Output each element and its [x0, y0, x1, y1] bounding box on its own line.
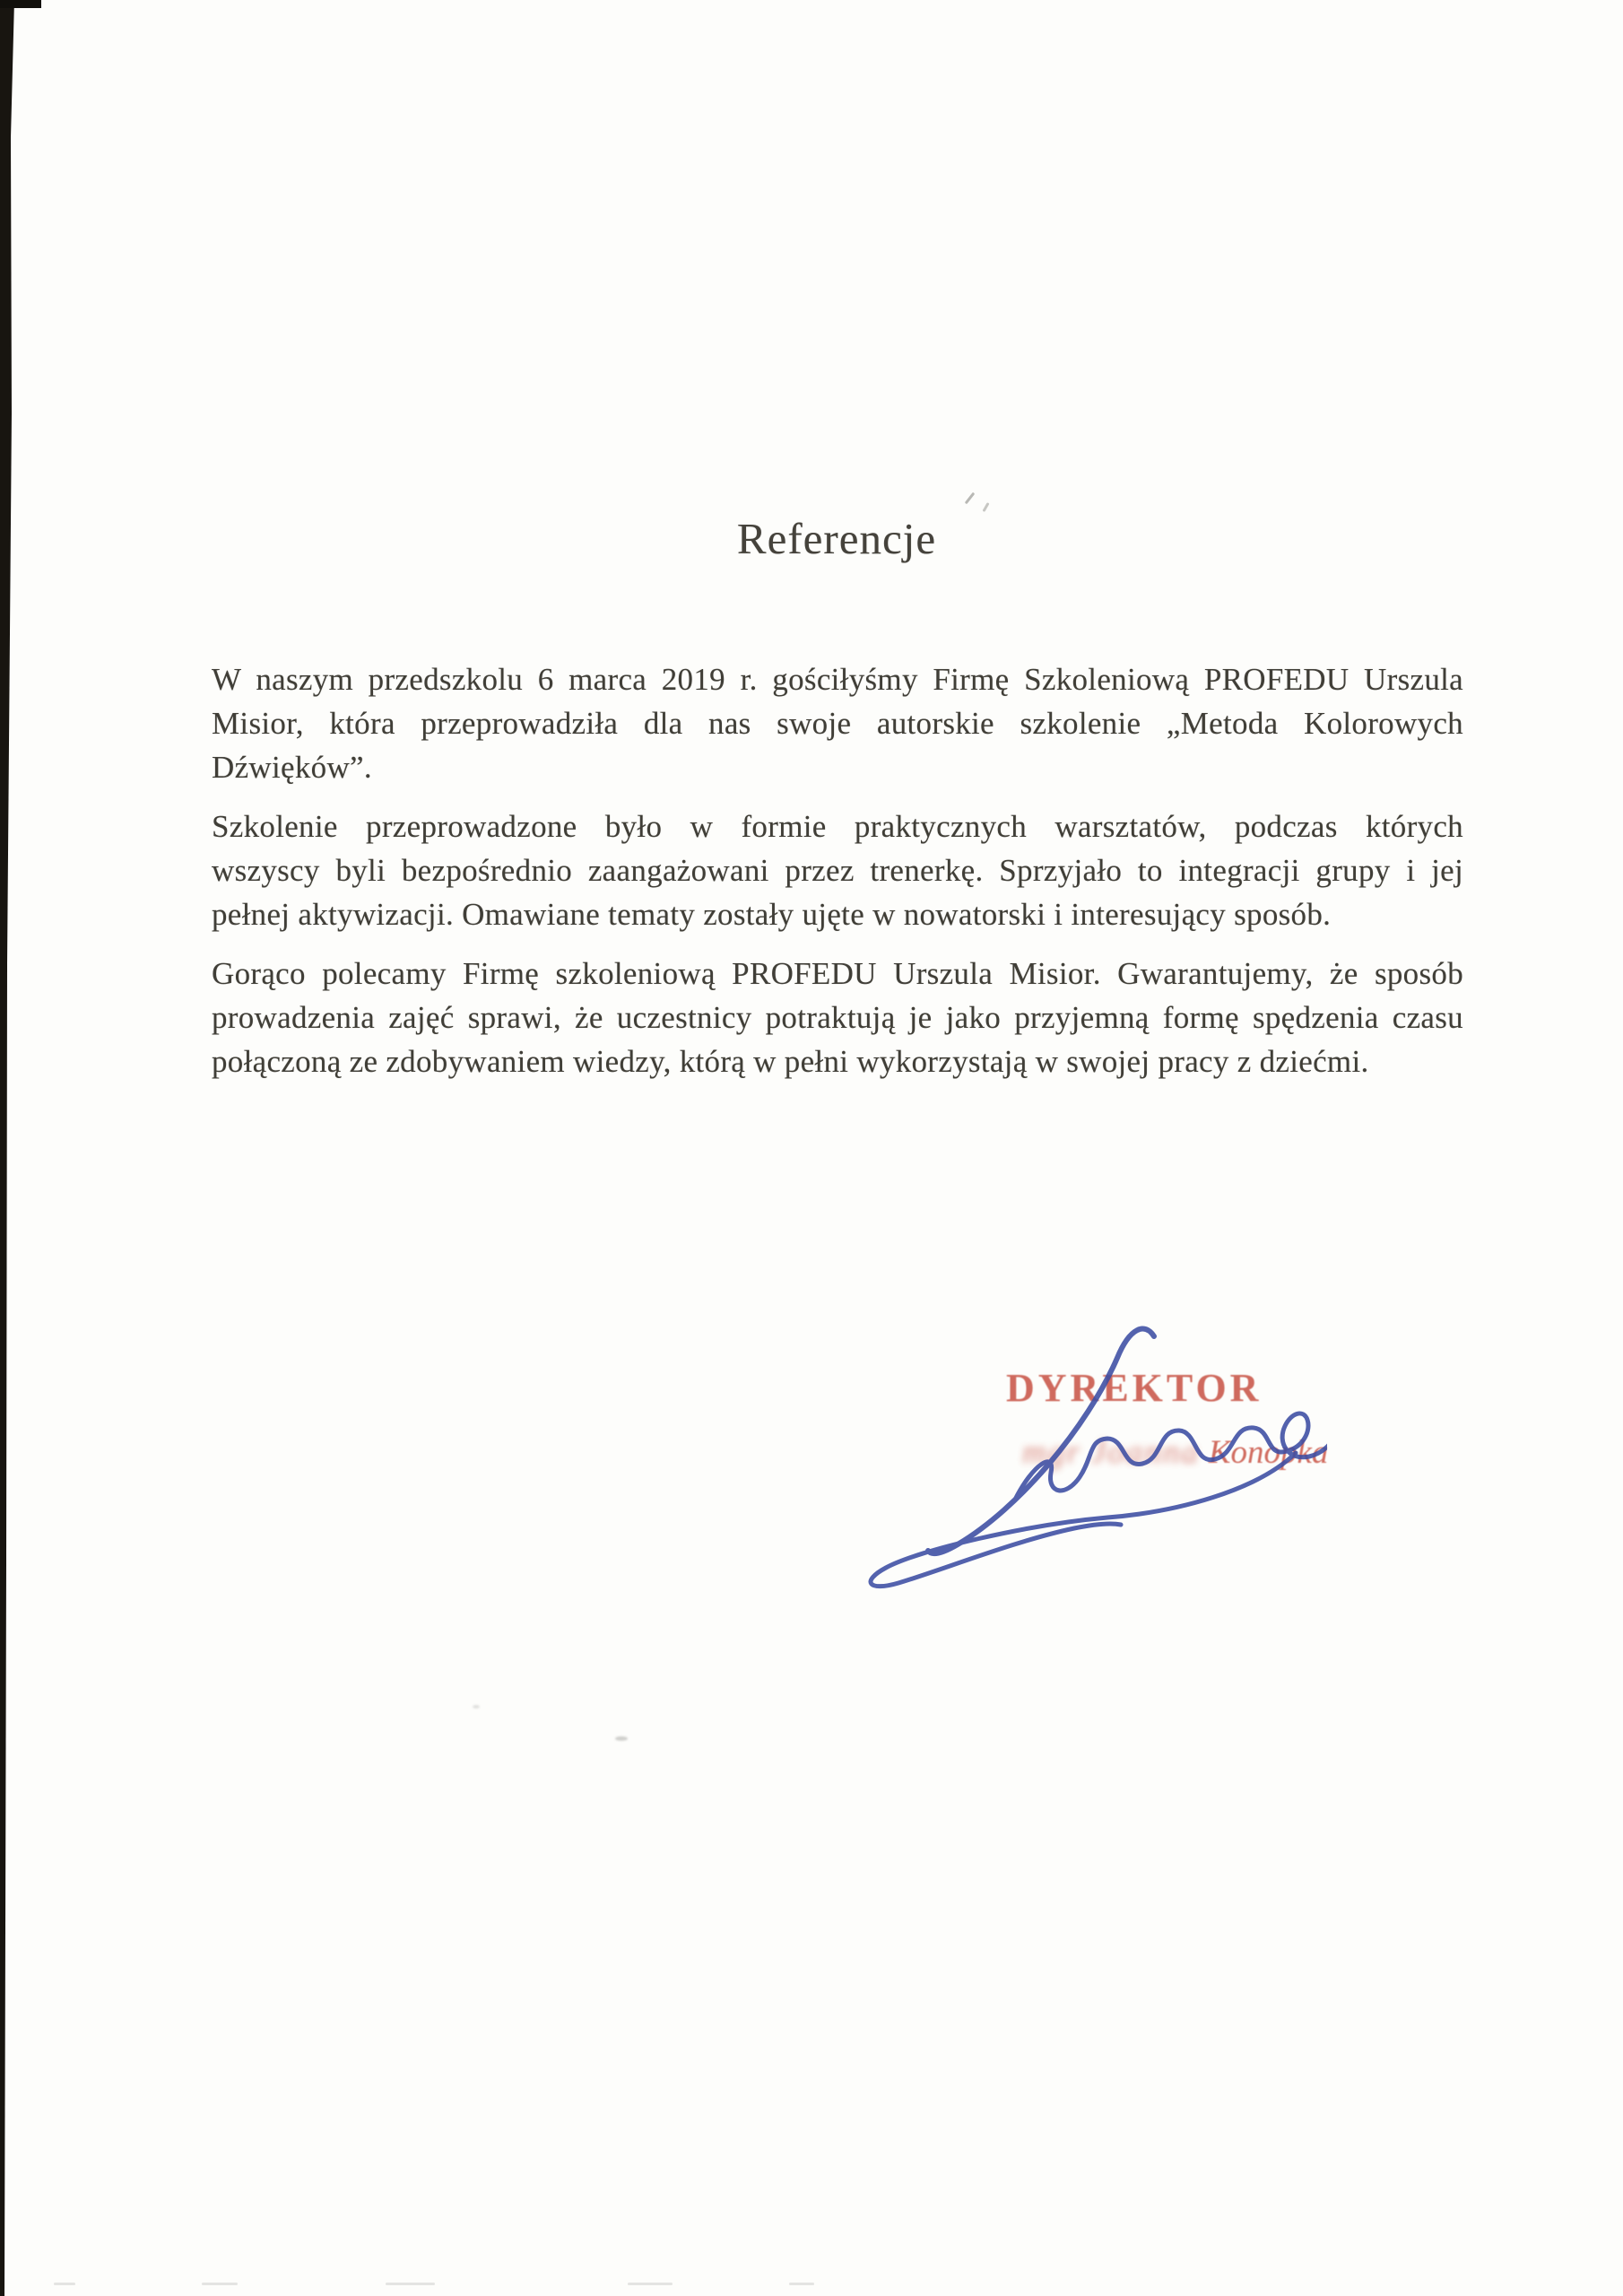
text-line: połączoną ze zdobywaniem wiedzy, którą w pełni wykorzystają w swojej pracy z dziećmi.: [212, 1044, 1369, 1079]
director-stamp-title: DYREKTOR: [1006, 1366, 1263, 1410]
paragraph: [212, 952, 1463, 1083]
scan-speck: [473, 1705, 480, 1709]
scan-edge-shadow: [0, 0, 14, 2296]
text-line: Misior, która przeprowadziła dla nas swoje autorskie szkolenie „Metoda Kolorowych: [212, 706, 1463, 741]
scan-speck: [982, 502, 989, 512]
handwritten-signature: [843, 1318, 1327, 1605]
text-line: wszyscy byli bezpośrednio zaangażowani przez trenerkę. Sprzyjało to integracji grupy i jej: [212, 853, 1463, 888]
stamp-name-smudged: mgr Joanna: [1022, 1434, 1200, 1471]
scan-speck: [965, 492, 976, 505]
scan-speck: [54, 2283, 75, 2285]
text-line: Szkolenie przeprowadzone było w formie praktycznych warsztatów, podczas których: [212, 809, 1463, 844]
paragraph: [212, 657, 1463, 789]
text-line: prowadzenia zajęć sprawi, że uczestnicy potraktują je jako przyjemną formę spędzenia czasu: [212, 1000, 1463, 1035]
scan-speck: [202, 2283, 238, 2285]
stamp-name-clear: Konopka: [1208, 1434, 1329, 1471]
text-line: pełnej aktywizacji. Omawiane tematy zostały ujęte w nowatorski i interesujący sposób.: [212, 897, 1332, 932]
text-line: Gorąco polecamy Firmę szkoleniową PROFEDU Urszula Misior. Gwarantujemy, że sposób: [212, 956, 1463, 991]
scan-speck: [386, 2283, 435, 2285]
scan-speck: [628, 2283, 673, 2285]
document-title: Referencje: [736, 514, 937, 563]
scan-corner-mark: [0, 0, 41, 8]
scan-speck: [789, 2283, 814, 2285]
paragraph: [212, 804, 1463, 936]
text-line: Dźwięków”.: [212, 750, 372, 785]
document-body: [212, 657, 1463, 1099]
text-line: W naszym przedszkolu 6 marca 2019 r. gościłyśmy Firmę Szkoleniową PROFEDU Urszula: [212, 662, 1463, 697]
scan-speck: [615, 1736, 628, 1741]
